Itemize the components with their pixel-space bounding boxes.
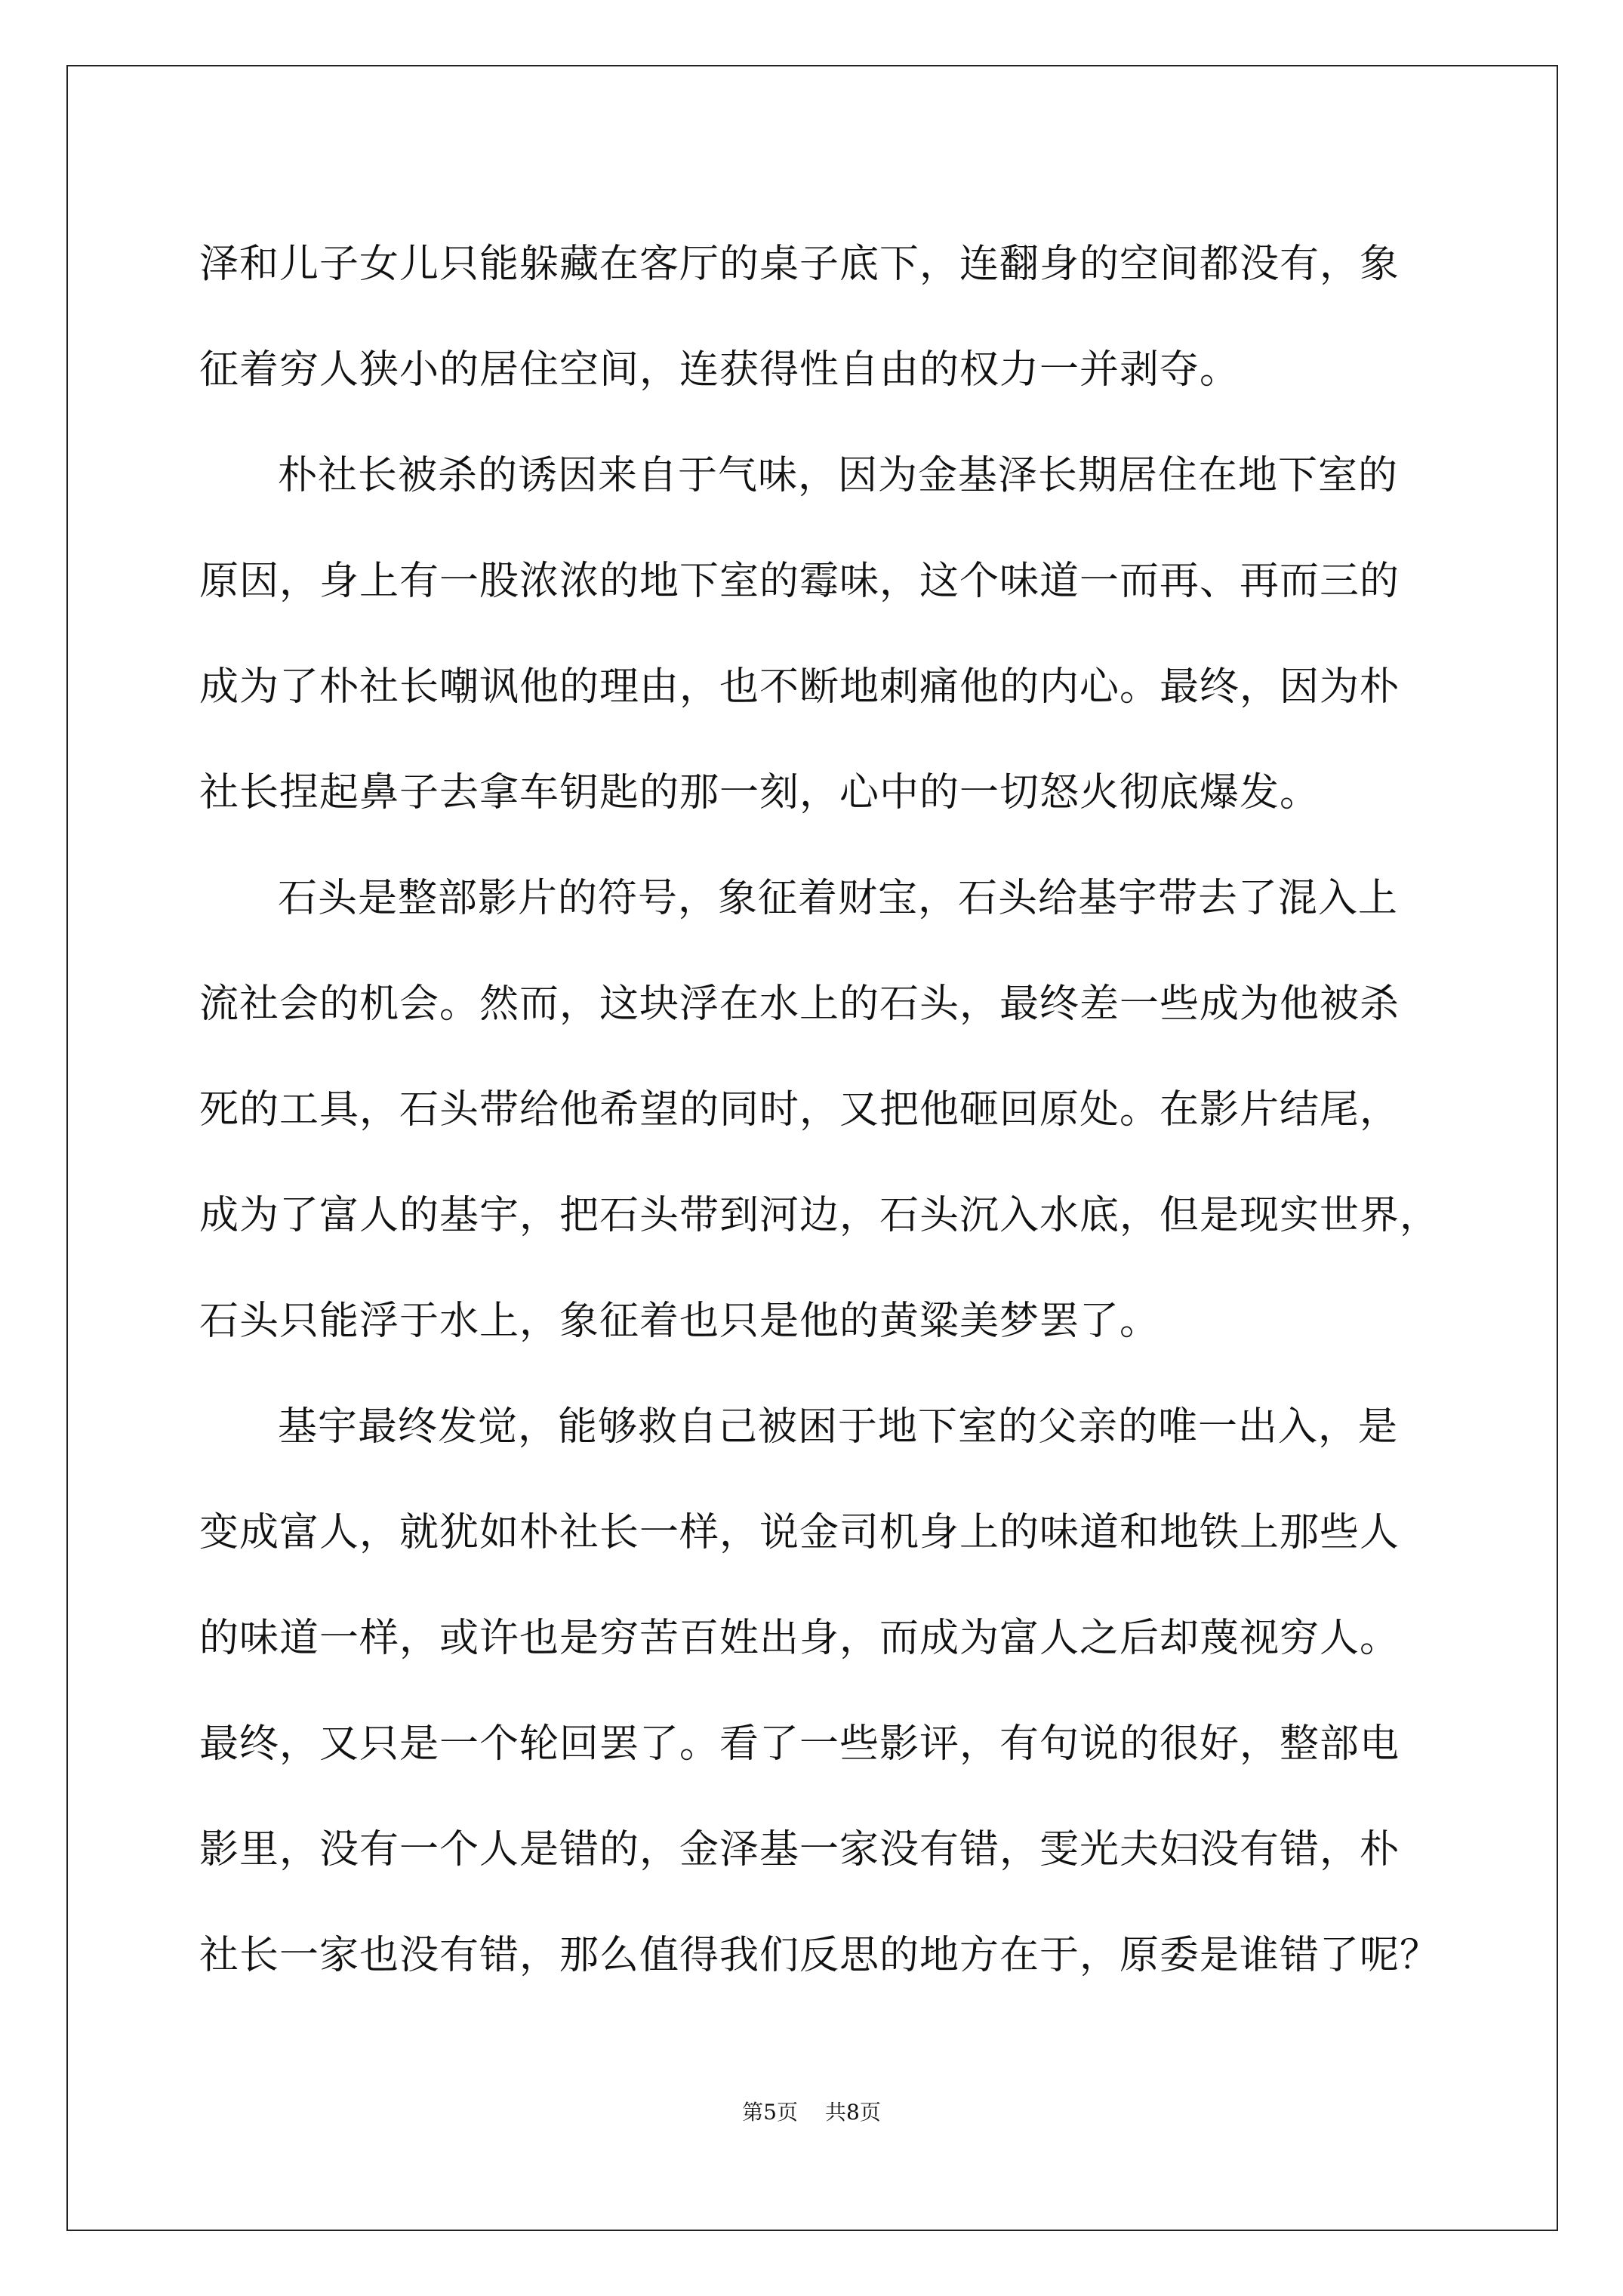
paragraph-line: 死的工具，石头带给他希望的同时，又把他砸回原处。在影片结尾， [199, 1087, 1400, 1133]
paragraph-line: 基宇最终发觉，能够救自己被困于地下室的父亲的唯一出入，是 [278, 1404, 1399, 1450]
paragraph-line: 流社会的机会。然而，这块浮在水上的石头，最终差一些成为他被杀 [199, 982, 1400, 1027]
page-footer [0, 2097, 1623, 2128]
paragraph-line: 最终，又只是一个轮回罢了。看了一些影评，有句说的很好，整部电 [199, 1721, 1400, 1767]
paragraph-line: 朴社长被杀的诱因来自于气味，因为金基泽长期居住在地下室的 [278, 453, 1399, 498]
page-number: 第5页 [742, 2100, 798, 2125]
paragraph-line: 原因，身上有一股浓浓的地下室的霉味，这个味道一而再、再而三的 [199, 559, 1400, 604]
document-body [199, 211, 1440, 2008]
paragraph-line: 征着穷人狭小的居住空间，连获得性自由的权力一并剥夺。 [199, 347, 1240, 393]
paragraph-line: 社长捏起鼻子去拿车钥匙的那一刻，心中的一切怒火彻底爆发。 [199, 770, 1320, 815]
page-total: 共8页 [825, 2100, 881, 2125]
paragraph-line: 石头是整部影片的符号，象征着财宝，石头给基宇带去了混入上 [278, 876, 1399, 921]
paragraph-line: 石头只能浮于水上，象征着也只是他的黄粱美梦罢了。 [199, 1299, 1160, 1344]
paragraph-line: 影里，没有一个人是错的，金泽基一家没有错，雯光夫妇没有错，朴 [199, 1827, 1400, 1872]
paragraph-line: 成为了朴社长嘲讽他的理由，也不断地刺痛他的内心。最终，因为朴 [199, 664, 1400, 710]
paragraph-line: 成为了富人的基宇，把石头带到河边，石头沉入水底，但是现实世界， [199, 1193, 1440, 1238]
paragraph-line: 泽和儿子女儿只能躲藏在客厅的桌子底下，连翻身的空间都没有，象 [199, 242, 1400, 287]
paragraph-line: 的味道一样，或许也是穷苦百姓出身，而成为富人之后却蔑视穷人。 [199, 1616, 1400, 1661]
paragraph-line: 变成富人，就犹如朴社长一样，说金司机身上的味道和地铁上那些人 [199, 1510, 1400, 1555]
paragraph-line: 社长一家也没有错，那么值得我们反思的地方在于，原委是谁错了呢？ [199, 1933, 1440, 1978]
